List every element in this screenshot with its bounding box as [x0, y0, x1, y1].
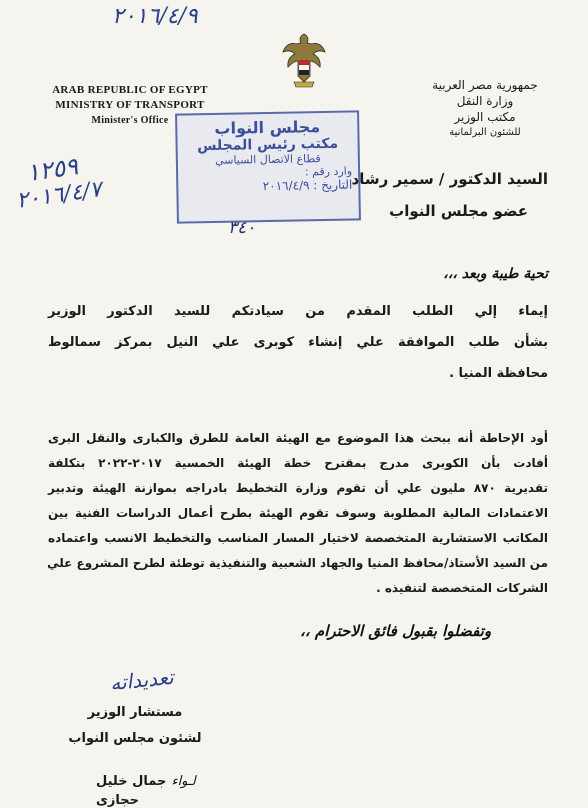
signature-rank-prefix: لـواء — [171, 774, 196, 789]
stamp-line-office: مكتب رئيس المجلس — [197, 135, 339, 155]
left-handwritten-date: ٢٠١٦/٤/٧ — [14, 177, 104, 214]
body-line-8: المكاتب الاستشارية المتخصصة لاختيار المسار المناسب والتخطيط الانسب واعتماده — [48, 531, 548, 545]
letterhead-country: ARAB REPUBLIC OF EGYPT — [52, 84, 208, 96]
body-line-6: تقديرية ٨٧٠ مليون علي أن تقوم وزارة التخطيط بادراجه بموازنة الهيئة وتدبير — [48, 481, 548, 495]
left-handwritten-number: ١٢٥٩ — [24, 152, 80, 188]
left-handwritten-ref — [11, 143, 147, 214]
arabic-letterhead — [405, 77, 565, 141]
body-line-7: الاعتمادات المالية المطلوبة وسوف تقوم الهيئة بطرح أعمال الدراسات الفنية بين — [48, 506, 548, 520]
stamp-line-sector: قطاع الاتصال السياسي — [214, 152, 321, 167]
letterhead-ministry-ar: وزارة النقل — [456, 94, 514, 108]
signature-block — [60, 700, 210, 752]
body-line-3: محافظة المنيا . — [449, 366, 548, 381]
stamp-line-date: التاريخ : ٢٠١٦/٤/٩ — [262, 177, 353, 194]
stamp-line-incoming: وارد رقم : — [304, 164, 353, 179]
body-line-1: إيماء إلي الطلب المقدم من سيادتكم للسيد الدكتور الوزير — [48, 304, 548, 319]
closing-line: وتفضلوا بقبول فائق الاحترام ،، — [300, 622, 492, 640]
signature-scrawl: تعديداته — [108, 664, 175, 696]
body-line-9: من السيد الأستاذ/محافظ المنيا والجهاد الشعبية والتنفيذية توطئة لطرح المشروع علي — [47, 556, 548, 570]
letterhead-country-ar: جمهورية مصر العربية — [432, 78, 538, 92]
letterhead-ministry: MINISTRY OF TRANSPORT — [55, 99, 205, 111]
greeting: تحية طيبة وبعد ،،، — [443, 266, 548, 282]
eagle-emblem-icon — [280, 30, 328, 90]
recipient-name: السيد الدكتور / سمير رشاد — [351, 170, 548, 188]
signature-title-2: لشئون مجلس النواب — [68, 731, 202, 746]
signature-name: جمال خليل حجازى — [96, 774, 167, 808]
recipient-title: عضو مجلس النواب — [389, 202, 528, 220]
signature-name-row — [96, 770, 236, 808]
letterhead-office-ar: مكتب الوزير — [454, 110, 516, 124]
body-line-4: أود الإحاطة أنه ببحث هذا الموضوع مع الهيئة العامة للطرق والكبارى والنقل البرى — [48, 431, 548, 445]
signature-title-1: مستشار الوزير — [87, 705, 183, 720]
stamp-line-parliament: مجلس النواب — [214, 117, 321, 138]
main-paragraph — [48, 426, 548, 601]
letterhead-office: Minister's Office — [91, 115, 169, 126]
stamp-handwritten-number: ٣٤٠ — [228, 218, 256, 238]
top-handwritten-date: ٢٠١٦/٤/٩ — [112, 4, 198, 29]
body-line-5: أفادت بأن الكوبرى مدرج بمقترح خطة الهيئة الخمسية ٢٠١٧-٢٠٢٢ بتكلفة — [48, 456, 548, 470]
body-line-10: الشركات المتخصصة لتنفيذه . — [376, 581, 548, 595]
letterhead-parliament-ar: للشئون البرلمانية — [449, 127, 521, 138]
recipient-block — [248, 170, 548, 220]
body-line-2: بشأن طلب الموافقة علي إنشاء كوبرى علي النيل بمركز سمالوط — [48, 335, 548, 350]
intro-paragraph — [48, 304, 548, 381]
